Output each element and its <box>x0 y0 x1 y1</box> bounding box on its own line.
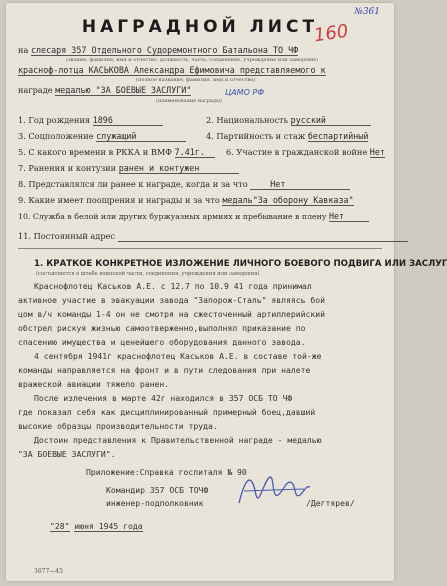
field-address <box>18 231 408 242</box>
field-wounds <box>18 163 239 174</box>
date-line <box>50 521 143 531</box>
field-birth-year <box>18 115 163 126</box>
field-service-since <box>18 147 215 158</box>
section-heading-text: КРАТКОЕ КОНКРЕТНОЕ ИЗЛОЖЕНИЕ ЛИЧНОГО БОЕВОГО ПОДВИГА ИЛИ ЗАСЛУГ <box>46 259 447 269</box>
body-line-13: "ЗА БОЕВЫЕ ЗАСЛУГИ". <box>18 449 116 459</box>
red-handwritten-mark: 160 <box>312 20 350 47</box>
field-birth-year-label: 1. Год рождения <box>18 115 91 125</box>
attachment-note: Приложение:Справка госпиталя № 90 <box>86 467 247 477</box>
field-party <box>206 131 368 141</box>
signer-name: /Дегтярев/ <box>306 498 355 508</box>
signer-title-2: инженер-подполковник <box>106 498 204 508</box>
field-previous-award-value: Нет <box>250 179 350 190</box>
field-address-label: 11. Постоянный адрес <box>18 231 115 241</box>
field-party-value: беспартийный <box>307 131 369 141</box>
body-line-4: обстрел рискуя жизнью самоотверженно,выполнял приказание по <box>18 323 306 333</box>
line1-caption: (звание, фамилия, имя и отчество, должность, часть, соединение, учреждение или заведение) <box>66 57 319 63</box>
date-day: "28" <box>50 521 70 531</box>
field-service-since-value: 7.41г. <box>175 147 215 158</box>
line3-value: медалью "ЗА БОЕВЫЕ ЗАСЛУГИ" <box>55 85 192 95</box>
body-line-7: команды направляется на фронт и в пути следования при налете <box>18 365 311 375</box>
field-white-army <box>18 211 369 222</box>
field-social-label: 3. Соцположение <box>18 131 94 141</box>
line3-caption: (наименование награды) <box>156 98 222 104</box>
field-civil-war-label: 6. Участие в гражданской войне <box>226 147 368 157</box>
field-birth-year-value: 1896 <box>93 115 163 126</box>
field-awards <box>18 195 354 205</box>
document-title: НАГРАДНОЙ ЛИСТ <box>81 17 319 37</box>
field-white-army-value: Нет <box>329 211 369 222</box>
body-line-8: вражеской авиации тяжело ранен. <box>18 379 170 389</box>
line3-prefix: награде <box>18 85 53 95</box>
line2-caption: (полное название, фамилия, имя и отчество) <box>136 77 256 83</box>
award-sheet <box>6 3 447 581</box>
field-nationality-value: русский <box>291 115 371 126</box>
date-rest: июня 1945 года <box>74 521 143 531</box>
body-line-3: цом в/ч команды 1-4 он не смотря на сжесточенный артиллерийский <box>18 309 325 319</box>
form-code: 3677—45 <box>34 568 63 575</box>
handwritten-signature <box>234 465 314 515</box>
divider <box>18 248 382 249</box>
body-line-12: Достоин представления к Правительственной награде - медалью <box>34 435 322 445</box>
body-line-1: Краснофлотец Каськов А.Е. с 12.7 по 10.9 41 года принимал <box>34 281 312 291</box>
field-awards-label: 9. Какие имеет поощрения и награды и за что <box>18 195 220 205</box>
field-civil-war <box>226 147 385 157</box>
archive-stamp <box>221 85 381 99</box>
line1 <box>18 45 298 55</box>
archive-stamp-text: ЦАМО РФ <box>225 88 265 97</box>
field-social-value: служащий <box>96 131 186 142</box>
body-line-6: 4 сентября 1941г краснофлотец Каськов А.Е. в составе той-же <box>34 351 322 361</box>
field-white-army-label: 10. Служба в белой или других буржуазных армиях и пребывание в плену <box>18 212 327 221</box>
field-social <box>18 131 186 142</box>
field-nationality <box>206 115 371 126</box>
field-party-label: 4. Партийность и стаж <box>206 131 306 141</box>
field-previous-award <box>18 179 350 190</box>
field-awards-value: медаль"За оборону Кавказа" <box>222 195 354 205</box>
signer-title-1: Командир 357 ОСБ ТОЧФ <box>106 485 209 495</box>
archive-number: №361 <box>354 7 380 17</box>
field-wounds-label: 7. Ранения и контузии <box>18 163 117 173</box>
body-line-2: активное участие в эвакуации завода "Запорож-Сталь" являясь бой <box>18 295 325 305</box>
section-heading <box>34 259 447 269</box>
body-line-9: После излечения в марте 42г находился в 357 ОСБ ТО ЧФ <box>34 393 293 403</box>
line1-value: слесаря 357 Отдельного Судоремонтного Батальона ТО ЧФ <box>30 45 299 55</box>
line1-prefix: на <box>18 45 29 55</box>
field-service-since-label: 5. С какого времени в РККА и ВМФ <box>18 147 173 157</box>
line2-value: красноф-лотца КАСЬКОВА Александра Ефимовича представляемого к <box>18 65 326 75</box>
field-nationality-label: 2. Национальность <box>206 115 289 125</box>
body-line-11: высокие образцы производительности труда. <box>18 421 218 431</box>
field-previous-award-label: 8. Представлялся ли ранее к награде, когда и за что <box>18 179 248 189</box>
section-heading-number: 1. <box>34 259 44 269</box>
field-civil-war-value: Нет <box>369 147 385 157</box>
field-wounds-value: ранен и контужен <box>119 163 239 174</box>
line3 <box>18 85 191 95</box>
body-line-5: спасению имущества и ценейшего оборудования данного завода. <box>18 337 306 347</box>
body-line-10: где показал себя как дисциплинированный примерный боец,давший <box>18 407 316 417</box>
section-heading-caption: (составляется в штабе воинской части, соединения, учреждения или заведения) <box>36 271 260 277</box>
